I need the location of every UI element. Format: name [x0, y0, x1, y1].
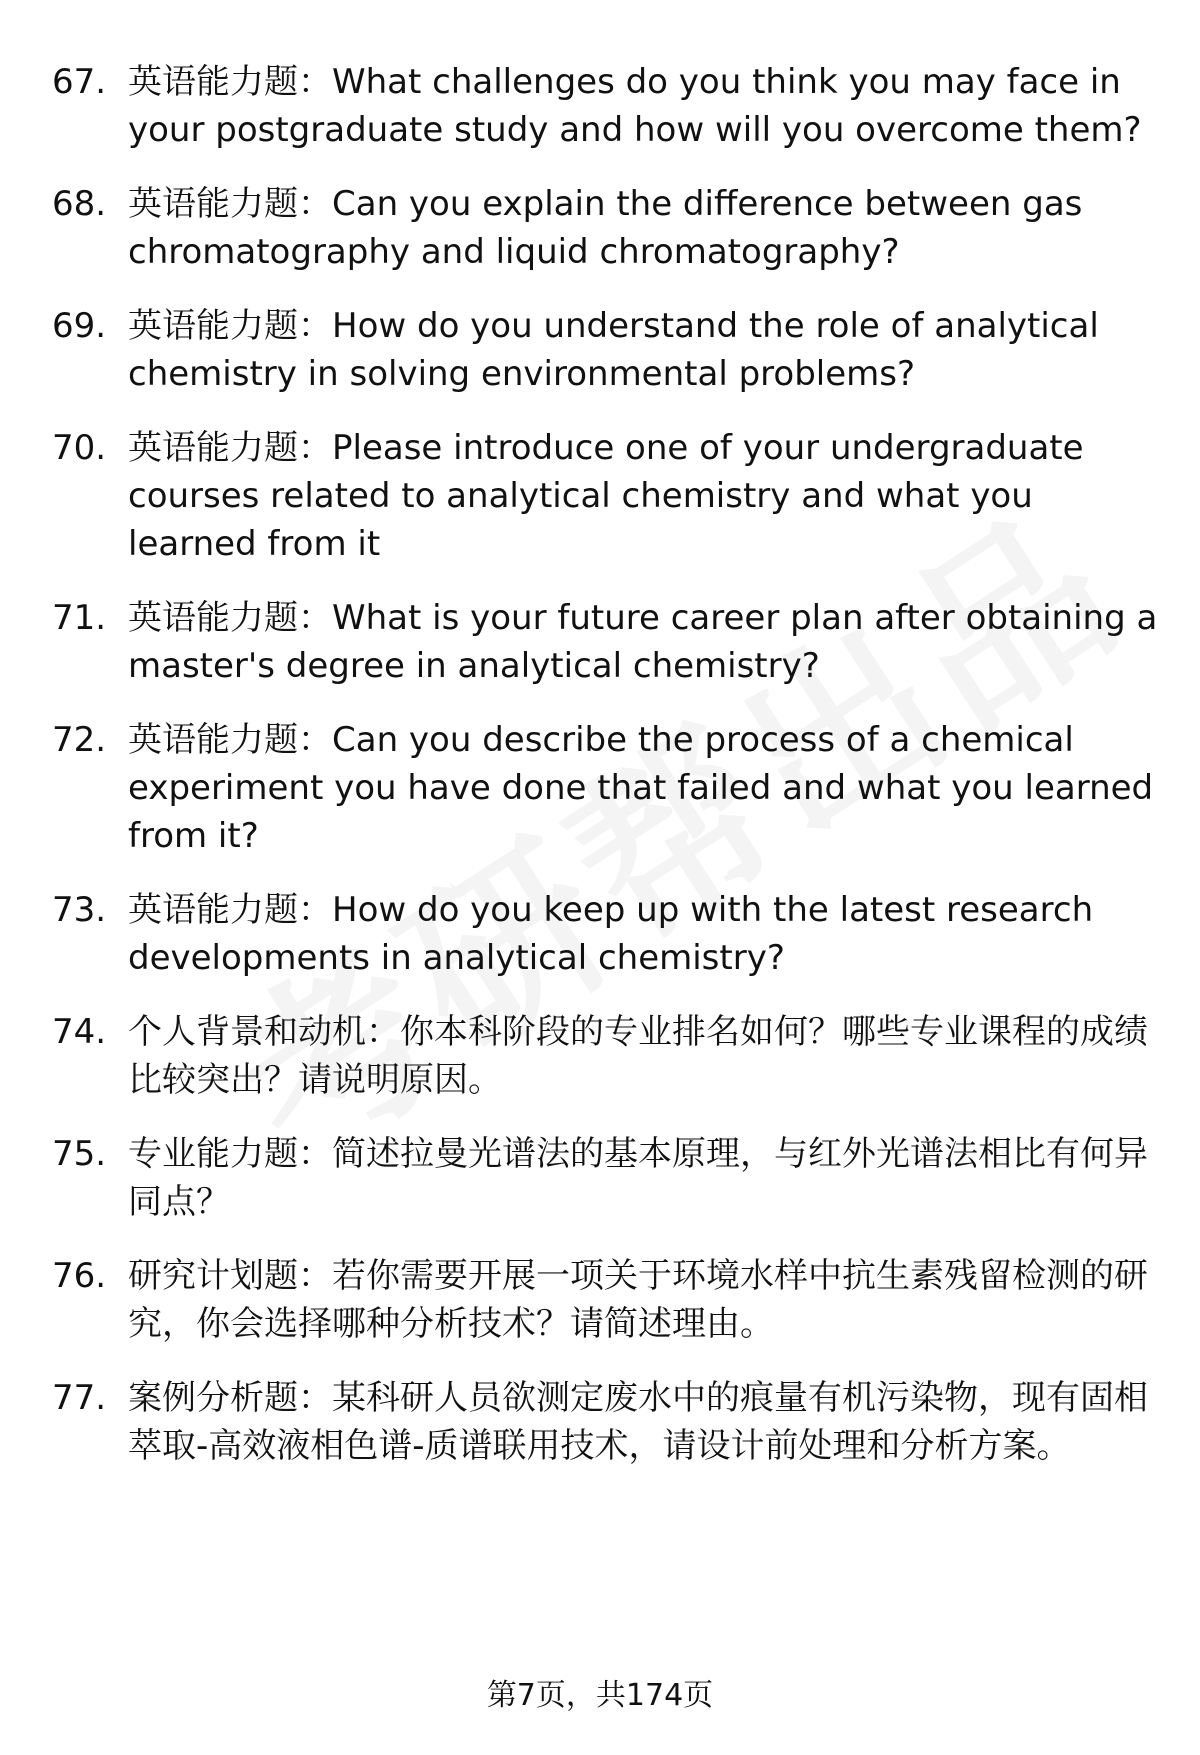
question-text: Please introduce one of your undergraduate courses related to analytical chemistry and what you learned from it [128, 428, 1084, 564]
question-item [0, 302, 1200, 398]
question-number: 69. [52, 306, 107, 346]
question-category: 英语能力题： [128, 306, 332, 346]
page-number: 第7页，共174页 [486, 1678, 714, 1713]
question-item [0, 58, 1200, 154]
question-text: What is your future career plan after obtaining a master's degree in analytical chemistry? [128, 598, 1158, 686]
question-text: How do you understand the role of analytical chemistry in solving environmental problems? [128, 306, 1099, 394]
question-number: 72. [52, 720, 107, 760]
question-number: 75. [52, 1134, 107, 1174]
question-number: 73. [52, 890, 107, 930]
question-category: 英语能力题： [128, 720, 332, 760]
question-text: How do you keep up with the latest research developments in analytical chemistry? [128, 890, 1094, 978]
question-number: 67. [52, 62, 107, 102]
question-text: 你本科阶段的专业排名如何？哪些专业课程的成绩比较突出？请说明原因。 [128, 1012, 1148, 1100]
question-category: 专业能力题： [128, 1134, 332, 1174]
question-category: 英语能力题： [128, 428, 332, 468]
question-category: 案例分析题： [128, 1378, 332, 1418]
question-text: Can you explain the difference between gas chromatography and liquid chromatography? [128, 184, 1083, 272]
question-number: 68. [52, 184, 107, 224]
question-item [0, 1252, 1200, 1348]
question-item [0, 594, 1200, 690]
question-number: 76. [52, 1256, 107, 1296]
question-text: What challenges do you think you may face in your postgraduate study and how will you overcome them? [128, 62, 1142, 150]
question-text: 若你需要开展一项关于环境水样中抗生素残留检测的研究，你会选择哪种分析技术？请简述理由。 [128, 1256, 1148, 1344]
question-text: 某科研人员欲测定废水中的痕量有机污染物，现有固相萃取-高效液相色谱-质谱联用技术，请设计前处理和分析方案。 [128, 1378, 1148, 1466]
question-text: 简述拉曼光谱法的基本原理，与红外光谱法相比有何异同点？ [128, 1134, 1148, 1222]
question-item [0, 1130, 1200, 1226]
question-number: 74. [52, 1012, 107, 1052]
question-item [0, 180, 1200, 276]
question-category: 英语能力题： [128, 184, 332, 224]
question-category: 个人背景和动机： [128, 1012, 400, 1052]
question-item [0, 1374, 1200, 1470]
question-item [0, 886, 1200, 982]
question-number: 71. [52, 598, 107, 638]
question-item [0, 1008, 1200, 1104]
question-text: Can you describe the process of a chemical experiment you have done that failed and what you learned from it? [128, 720, 1154, 856]
question-item [0, 424, 1200, 568]
question-category: 研究计划题： [128, 1256, 332, 1296]
question-category: 英语能力题： [128, 890, 332, 930]
question-number: 77. [52, 1378, 107, 1418]
question-list [0, 58, 1200, 1496]
question-category: 英语能力题： [128, 62, 332, 102]
question-item [0, 716, 1200, 860]
question-category: 英语能力题： [128, 598, 332, 638]
page-footer [0, 1676, 1200, 1716]
question-number: 70. [52, 428, 107, 468]
